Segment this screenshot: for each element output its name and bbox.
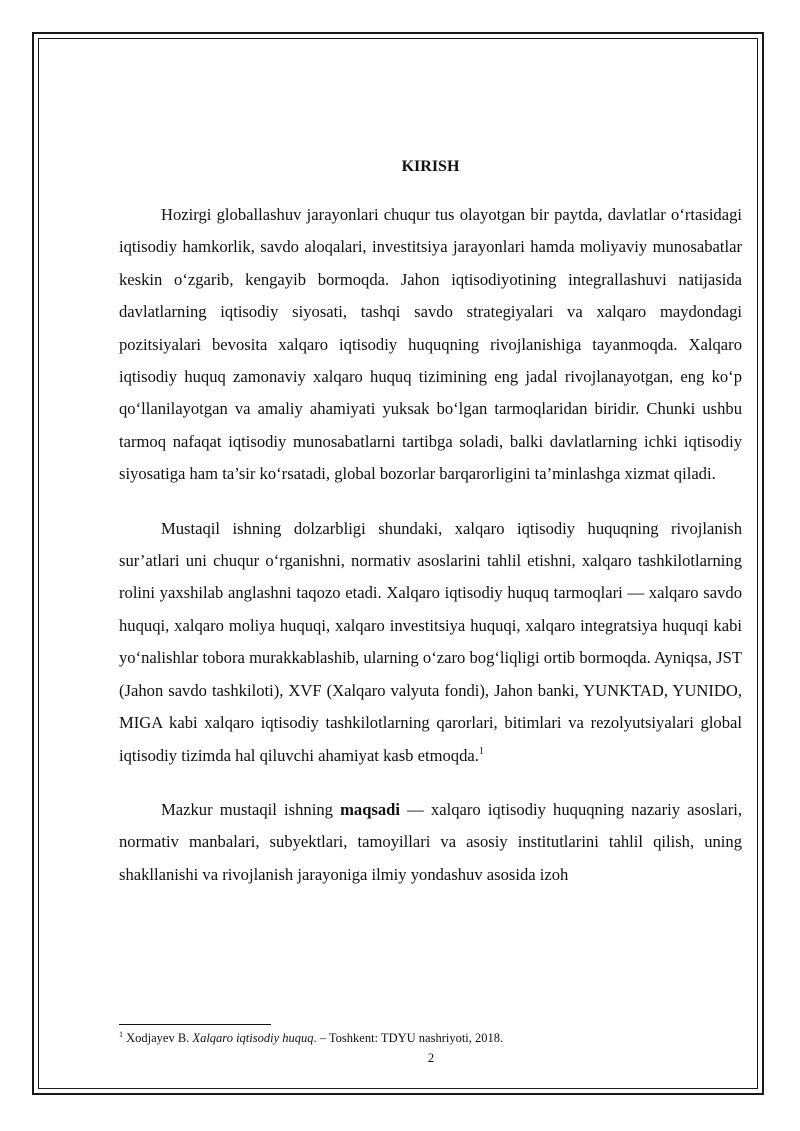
paragraph-3-keyword: maqsadi bbox=[340, 799, 401, 819]
paragraph-1: Hozirgi globallashuv jarayonlari chuqur tus olayotgan bir paytda, davlatlar o‘rtasidagi iqtisodiy hamkorlik, savdo aloqalari, investitsiya jarayonlari hamda moliyaviy munosabatlar keskin o‘zgarib, kengayib bormoqda. Jahon iqtisodiyotining integrallashuvi natijasida davlatlarning iqtisodiy siyosati, tashqi savdo strategiyalari va xalqaro maydondagi pozitsiyalari bevosita xalqaro iqtisodiy huquqning rivojlanishiga tayanmoqda. Xalqaro iqtisodiy huquq zamonaviy xalqaro huquq tizimining eng jadal rivojlanayotgan, eng ko‘p qo‘llanilayotgan va amaliy ahamiyati yuksak bo‘lgan tarmoqlaridan biridir. Chunki ushbu tarmoq nafaqat iqtisodiy munosabatlarni tartibga soladi, balki davlatlarning ichki iqtisodiy siyosatiga ham ta’sir ko‘rsatadi, global bozorlar barqarorligini ta’minlashga xizmat qiladi. bbox=[119, 205, 742, 484]
footnote-publication: . – Toshkent: TDYU nashriyoti, 2018. bbox=[313, 1031, 504, 1045]
paragraph-2-text: Mustaqil ishning dolzarbligi shundaki, xalqaro iqtisodiy huquqning rivojlanish sur’atlari uni chuqur o‘rganishni, normativ asoslarini tahlil etishni, xalqaro tashkilotlarning rolini yaxshilab anglashni taqozo etadi. Xalqaro iqtisodiy huquq tarmoqlari — xalqaro savdo huquqi, xalqaro moliya huquqi, xalqaro investitsiya huquqi, xalqaro integratsiya huquqi kabi yo‘nalishlar tobora murakkablashib, ularning o‘zaro bog‘liqligi ortib bormoqda. Ayniqsa, JST (Jahon savdo tashkiloti), XVF (Xalqaro valyuta fondi), Jahon banki, YUNKTAD, YUNIDO, MIGA kabi xalqaro iqtisodiy tashkilotlarning qarorlari, bitimlari va rezolyutsiyalari global iqtisodiy tizimda hal qiluvchi ahamiyat kasb etmoqda. bbox=[119, 518, 742, 765]
paragraph-3 bbox=[119, 794, 742, 891]
page-number: 2 bbox=[427, 1050, 435, 1065]
footnote-separator bbox=[119, 1024, 271, 1025]
paragraph-3-lead: Mazkur mustaqil ishning bbox=[161, 799, 341, 819]
footnote-author: Xodjayev B. bbox=[123, 1031, 193, 1045]
footnote-work-title: Xalqaro iqtisodiy huquq bbox=[192, 1031, 314, 1045]
footnote-number: 1 bbox=[119, 1030, 123, 1039]
footnote bbox=[119, 1030, 503, 1046]
footnote-reference: 1 bbox=[478, 745, 484, 757]
paragraph-3-text: — xalqaro iqtisodiy huquqning nazariy asoslari, normativ manbalari, subyektlari, tamoyillari va asosiy institutlarini tahlil qilish, uning shakllanishi va rivojlanish jarayoniga ilmiy yondashuv asosida izoh bbox=[119, 799, 742, 884]
section-title: KIRISH bbox=[401, 158, 460, 175]
document-body bbox=[119, 155, 742, 913]
paragraph-2 bbox=[119, 513, 742, 772]
